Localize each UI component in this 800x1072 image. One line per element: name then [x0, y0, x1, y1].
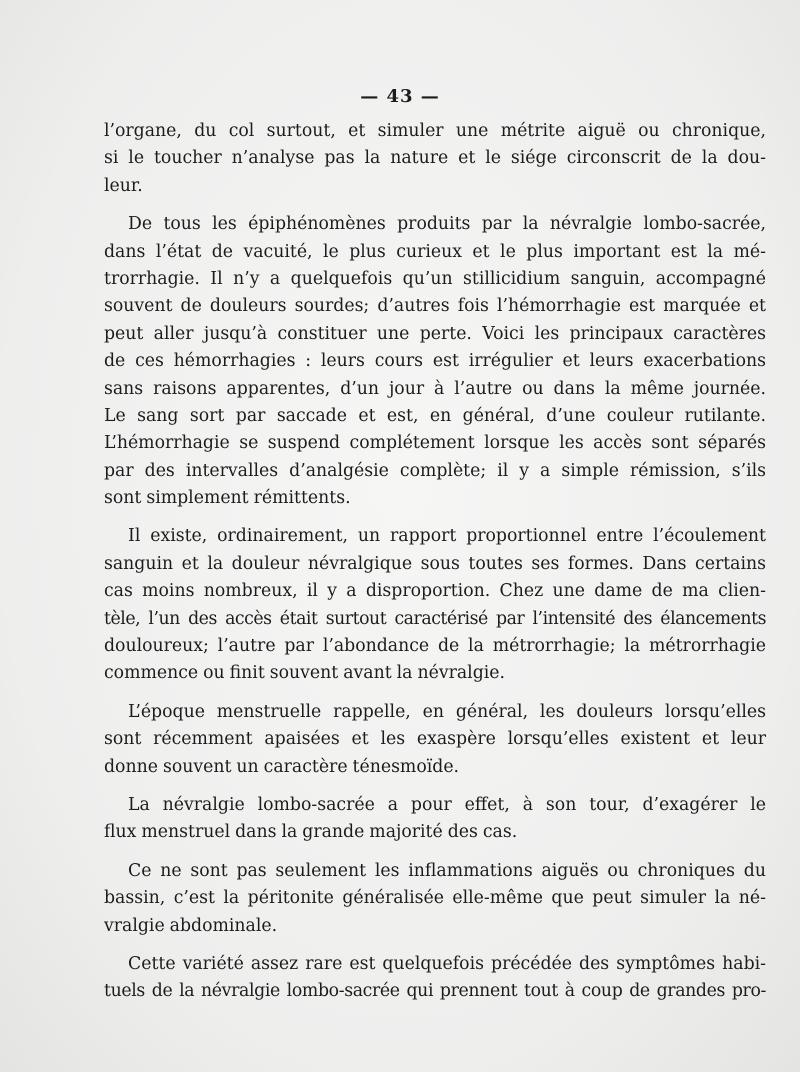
paragraph-3 [104, 523, 766, 687]
paragraph-5 [104, 792, 766, 847]
text-line: dans l’état de vacuité, le plus curieux et le plus important est la mé- [104, 241, 766, 262]
text-line: donne souvent un caractère ténesmoïde. [104, 756, 460, 777]
text-line: bassin, c’est la péritonite généralisée elle-même que peut simuler la né- [104, 888, 766, 909]
text-line: Le sang sort par saccade et est, en général, d’une couleur rutilante. [104, 405, 766, 426]
text-line: L’hémorrhagie se suspend complétement lorsque les accès sont séparés [104, 433, 766, 454]
paragraph-6 [104, 858, 766, 940]
page-number: — 43 — [360, 86, 440, 107]
text-line: Ce ne sont pas seulement les inflammations aiguës ou chroniques du [128, 860, 766, 881]
text-line: leur. [104, 175, 143, 196]
paragraph-4 [104, 699, 766, 781]
text-line: commence ou finit souvent avant la névralgie. [104, 663, 505, 684]
text-line: Cette variété assez rare est quelquefois précédée des symptômes habi- [128, 953, 766, 974]
text-line: sans raisons apparentes, d’un jour à l’autre ou dans la même journée. [104, 378, 766, 399]
text-line: La névralgie lombo-sacrée a pour effet, à son tour, d’exagérer le [128, 794, 766, 815]
paragraph-2 [104, 211, 766, 512]
text-line: sanguin et la douleur névralgique sous toutes ses formes. Dans certains [104, 553, 766, 574]
text-line: L’époque menstruelle rappelle, en général, les douleurs lorsqu’elles [128, 701, 766, 722]
text-line: trorrhagie. Il n’y a quelquefois qu’un stillicidium sanguin, accompagné [104, 268, 766, 289]
text-line: sont simplement rémittents. [104, 488, 351, 509]
text-line: souvent de douleurs sourdes; d’autres fois l’hémorrhagie est marquée et [104, 296, 766, 317]
text-line: vralgie abdominale. [104, 915, 278, 936]
paragraph-7 [104, 951, 766, 1006]
text-line: si le toucher n’analyse pas la nature et le siége circonscrit de la dou- [104, 148, 766, 169]
text-line: l’organe, du col surtout, et simuler une métrite aiguë ou chronique, [104, 121, 766, 141]
text-line: par des intervalles d’analgésie complète; il y a simple rémission, s’ils [104, 460, 766, 481]
text-line: sont récemment apaisées et les exaspère lorsqu’elles existent et leur [104, 729, 766, 750]
text-line: flux menstruel dans la grande majorité des cas. [104, 822, 518, 843]
text-line: de ces hémorrhagies : leurs cours est irrégulier et leurs exacerbations [104, 351, 766, 372]
text-line: tuels de la névralgie lombo-sacrée qui prennent tout à coup de grandes pro- [104, 981, 766, 1002]
paragraph-1 [104, 118, 766, 200]
body-text [104, 118, 766, 1017]
text-line: peut aller jusqu’à constituer une perte. Voici les principaux caractères [104, 323, 766, 344]
text-line: tèle, l’un des accès était surtout caractérisé par l’intensité des élancements [104, 608, 766, 629]
text-line: De tous les épiphénomènes produits par la névralgie lombo-sacrée, [128, 214, 766, 235]
text-line: Il existe, ordinairement, un rapport proportionnel entre l’écoulement [128, 526, 766, 547]
text-line: douloureux; l’autre par l’abondance de la métrorrhagie; la métrorrhagie [104, 636, 766, 657]
text-line: cas moins nombreux, il y a disproportion. Chez une dame de ma clien- [104, 581, 766, 602]
